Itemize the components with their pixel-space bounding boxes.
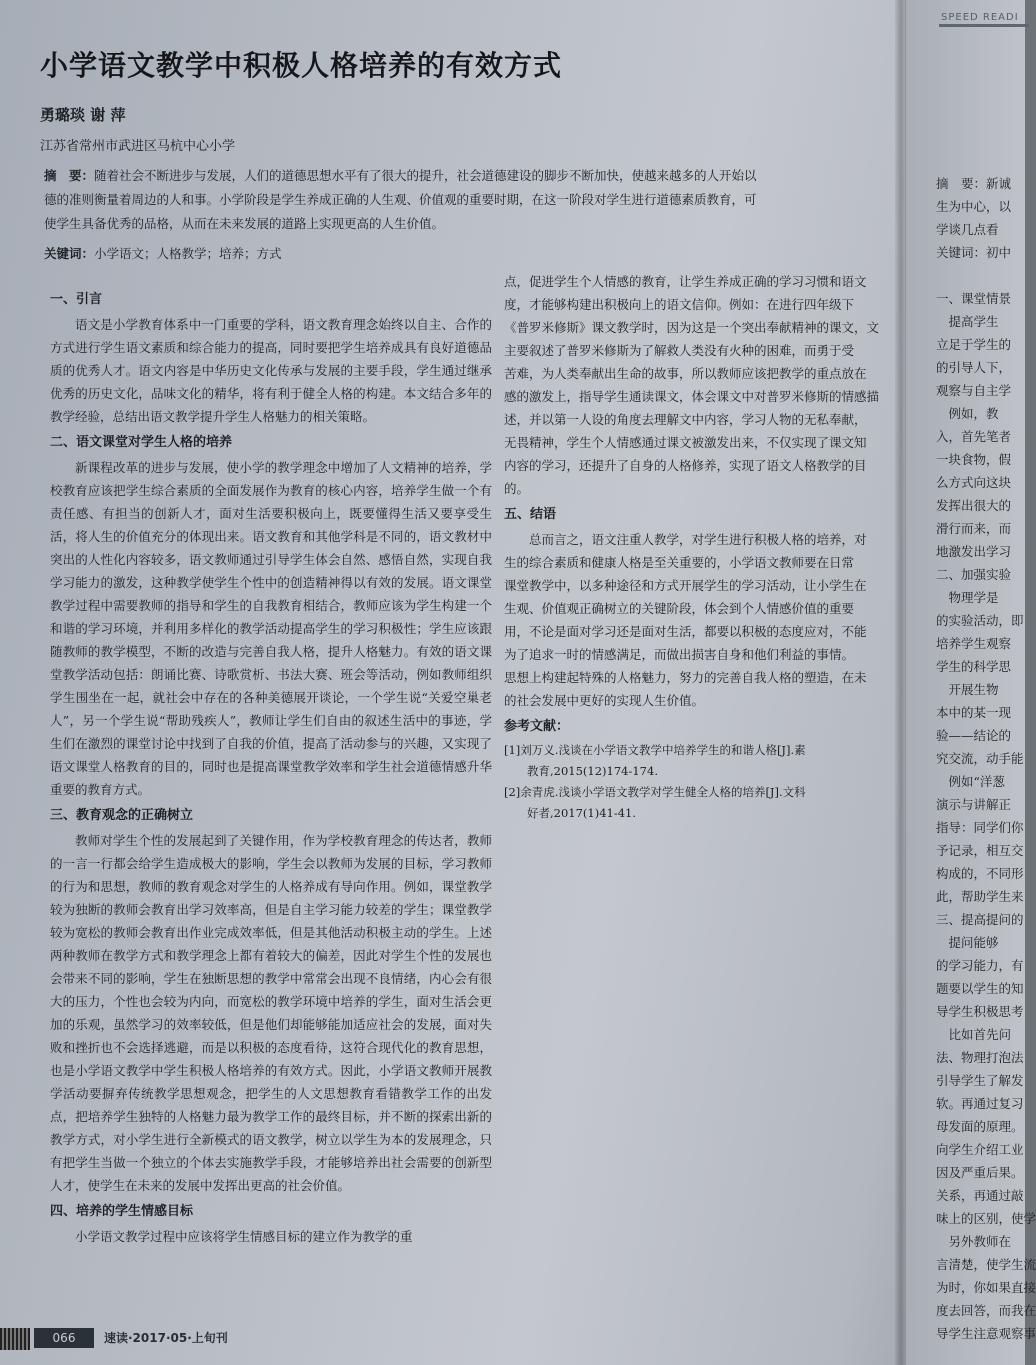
- right-page-line: 度去回答，而我在: [936, 1303, 1036, 1318]
- middle-column-line: 度，才能够构建出积极向上的语文信仰。例如：在进行四年级下: [504, 297, 855, 312]
- middle-column-heading: 参考文献：: [504, 719, 570, 734]
- right-page-line: 予记录，相互交: [936, 843, 1024, 858]
- middle-column-line: 的社会发展中更好的实现人生价值。: [504, 693, 705, 708]
- left-column-heading: 一、引言: [50, 292, 103, 307]
- right-page-line: 入，首先笔者: [936, 429, 1012, 444]
- right-page-line: 一块食物，假: [936, 452, 1012, 467]
- journal-footer: 速读·2017·05·上旬刊: [104, 1331, 228, 1345]
- reference-2-cont: 好者,2017(1)41-41.: [527, 806, 637, 820]
- left-column-paragraph: 小学语文教学过程中应该将学生情感目标的建立作为教学的重: [75, 1229, 413, 1244]
- right-page-line: 关系，再通过敲: [936, 1188, 1024, 1203]
- right-page-line: 另外教师在: [936, 1234, 1012, 1249]
- left-column-heading: 三、教育观念的正确树立: [50, 808, 194, 823]
- right-page-line: 法、物理打泡法: [936, 1050, 1024, 1065]
- middle-column-line: 思想上构建起特殊的人格魅力，努力的完善自我人格的塑造，在未: [504, 670, 867, 685]
- right-page-line: 生为中心，以: [936, 199, 1012, 214]
- right-page-line: 例如，教: [936, 406, 999, 421]
- right-page-line: 向学生介绍工业: [936, 1142, 1024, 1157]
- header-rule: [939, 24, 1029, 27]
- abstract-label: 摘 要：: [44, 168, 95, 183]
- reference-1: [1]刘万义.浅谈在小学语文教学中培养学生的和谐人格[J].素: [504, 743, 806, 757]
- middle-column-paragraph: 总而言之，语文注重人教学，对学生进行积极人格的培养，对: [529, 532, 867, 547]
- right-page-line: 发挥出很大的: [936, 498, 1012, 513]
- right-page-line: 导学生积极思考: [936, 1004, 1024, 1019]
- right-page-line: 学谈几点看: [936, 222, 999, 237]
- reference-2: [2]余青虎.浅谈小学语文教学对学生健全人格的培养[J].文科: [504, 785, 806, 799]
- right-page-line: 开展生物: [936, 682, 999, 697]
- right-page-line: 滑行而来，而: [936, 521, 1012, 536]
- article-title: 小学语文教学中积极人格培养的有效方式: [40, 49, 563, 82]
- right-page-line: 关键词：初中: [936, 245, 1012, 260]
- left-column-paragraph: 教师对学生个性的发展起到了关键作用，作为学校教育理念的传达者，教师的一言一行都会给学生造成极大的影响，学生会以教师为发展的目标，学习教师的行为和思想，教师的教育观念对学生的人格养成有导向作用。例如，课堂教学较为独断的教师会教育出学习效率高，但是自主学习能力较差的学生；课堂教学较为宽松的教师会教育出作业完成效率低，但是其他活动积极主动的学生。上述两种教师在教学方式和教学理念上都有着较大的偏差，因此对学生个性的发展也会带来不同的影响，学生在独断思想的教学中常常会出现不良情绪，内心会有很大的压力，个性也会较为内向，而宽松的教学环境中培养的学生，面对生活会更加的乐观，虽然学习的效率较低，但是他们却能够能加适应社会的发展，面对失败和挫折也不会选择逃避，而是以积极的态度看待，这符合现代化的教育思想，也是小学语文教学中学生积极人格培养的有效方式。因此，小学语文教师开展教学活动要摒弃传统教学思想观念，把学生的人文思想教育看错教学工作的出发点，把培养学生独特的人格魅力最为教学工作的最终目标，并不断的探索出新的教学方式，对小学生进行全新模式的语文教学，树立以学生为本的发展理念，只有把学生当做一个独立的个体去实施教学手段，才能够培养出社会需要的创新型人才，使学生在未来的发展中发挥出更高的社会价值。: [50, 833, 492, 1193]
- right-page-line: 软。再通过复习: [936, 1096, 1024, 1111]
- right-page-line: 物理学是: [936, 590, 999, 605]
- running-header: SPEED READI: [941, 12, 1019, 23]
- keywords-label: 关键词：: [44, 246, 95, 261]
- right-page-line: 地激发出学习: [936, 544, 1012, 559]
- middle-column-line: 点，促进学生个人情感的教育，让学生养成正确的学习习惯和语文: [504, 274, 867, 289]
- middle-column-body: [504, 270, 899, 738]
- right-page-line: 验——结论的: [936, 728, 1012, 743]
- right-page-text: [936, 172, 1036, 1345]
- right-page-line: 味上的区别，使学: [936, 1211, 1036, 1226]
- right-page-line: 母发面的原理。: [936, 1119, 1024, 1134]
- right-page-line: 提高学生: [936, 314, 999, 329]
- abstract-line-2: 德的准则衡量着周边的人和事。小学阶段是学生养成正确的人生观、价值观的重要时期，在这一阶段对学生进行道德素质教育，可: [44, 192, 757, 207]
- right-page-line: 比如首先问: [936, 1027, 1012, 1042]
- right-page-line: 究交流，动手能: [936, 751, 1024, 766]
- right-page-line: 二、加强实验: [936, 567, 1012, 582]
- middle-column-line: 内容的学习，还提升了自身的人格修养，实现了语文人格教学的目: [504, 458, 867, 473]
- right-page-line: 因及严重后果。: [936, 1165, 1024, 1180]
- right-page-line: 提问能够: [936, 935, 999, 950]
- article-authors: 勇璐琰 谢 萍: [40, 106, 126, 124]
- right-page-line: 学生的科学思: [936, 659, 1012, 674]
- middle-column-line: 生的综合素质和健康人格是至关重要的，小学语文教师要在日常: [504, 555, 855, 570]
- middle-column-line: 《普罗米修斯》课文教学时，因为这是一个突出奉献精神的课文，文: [504, 320, 880, 335]
- right-page-line: 构成的，不同形: [936, 866, 1024, 881]
- middle-column: [504, 270, 899, 824]
- right-page-line: 例如“洋葱: [936, 774, 1005, 789]
- middle-column-line: 述，并以第一人设的角度去理解文中内容，学习人物的无私奉献，: [504, 412, 867, 427]
- abstract-line-1: 摘 要：随着社会不断进步与发展，人们的道德思想水平有了很大的提升，社会道德建设的脚步不断加快，使越来越多的人开始以: [44, 168, 757, 183]
- middle-column-heading: 五、结语: [504, 507, 557, 522]
- references: [504, 740, 899, 824]
- middle-column-line: 苦难，为人类奉献出生命的故事，所以教师应该把教学的重点放在: [504, 366, 867, 381]
- left-column-heading: 四、培养的学生情感目标: [50, 1204, 194, 1219]
- right-page-line: 培养学生观察: [936, 636, 1012, 651]
- right-page-line: 观察与自主学: [936, 383, 1012, 398]
- right-page-line: 此，帮助学生来: [936, 889, 1024, 904]
- right-page-line: 立足于学生的: [936, 337, 1012, 352]
- reference-1-cont: 教育,2015(12)174-174.: [527, 764, 658, 778]
- right-page-line: 的引导人下，: [936, 360, 1012, 375]
- footer-barcode-strip: [0, 1328, 30, 1350]
- keywords: [44, 244, 282, 262]
- right-page-edge: [905, 0, 1036, 1365]
- right-page-line: 指导：同学们你: [936, 820, 1024, 835]
- page-number: 066: [34, 1328, 94, 1348]
- right-page-line: 摘 要：新诚: [936, 176, 1012, 191]
- right-page-line: 的学习能力，有: [936, 958, 1024, 973]
- right-page-line: 三、提高提问的: [936, 912, 1024, 927]
- right-page-line: 引导学生了解发: [936, 1073, 1024, 1088]
- left-column-heading: 二、语文课堂对学生人格的培养: [50, 435, 233, 450]
- right-page-line: 么方式向这块: [936, 475, 1012, 490]
- abstract: [44, 164, 894, 236]
- right-page-line: 一、课堂情景: [936, 291, 1012, 306]
- right-page-line: [936, 264, 1031, 287]
- right-page-line: 本中的某一现: [936, 705, 1012, 720]
- right-page-line: 的实验活动，即: [936, 613, 1024, 628]
- middle-column-line: 生观、价值观正确树立的关键阶段，体会到个人情感价值的重要: [504, 601, 855, 616]
- right-page-line: 题要以学生的知: [936, 981, 1024, 996]
- left-column: [50, 285, 492, 1248]
- author-affiliation: 江苏省常州市武进区马杭中心小学: [40, 139, 236, 154]
- left-column-paragraph: 语文是小学教育体系中一门重要的学科，语文教育理念始终以自主、合作的方式进行学生语文素质和综合能力的提高，同时要把学生培养成具有良好道德品质的优秀人才。语文内容是中华历史文化传承与发展的主要手段，学生通过继承优秀的历史文化，品味文化的精华，将有利于健全人格的构建。本文结合多年的教学经验，总结出语文教学提升学生人格魅力的相关策略。: [50, 317, 492, 424]
- right-page-line: 为时，你如果直接: [936, 1280, 1036, 1295]
- middle-column-line: 用，不论是面对学习还是面对生活，都要以积极的态度应对，不能: [504, 624, 867, 639]
- middle-column-line: 感的激发上，指导学生通读课文，体会课文中对普罗米修斯的情感描: [504, 389, 880, 404]
- middle-column-line: 为了追求一时的情感满足，而做出损害自身和他们利益的事情。: [504, 647, 855, 662]
- middle-column-line: 无畏精神，学生个人情感通过课文被激发出来，不仅实现了课文知: [504, 435, 867, 450]
- middle-column-line: 课堂教学中，以多种途径和方式开展学生的学习活动，让小学生在: [504, 578, 867, 593]
- left-column-paragraph: 新课程改革的进步与发展，使小学的教学理念中增加了人文精神的培养，学校教育应该把学生综合素质的全面发展作为教育的核心内容，培养学生做一个有责任感、有担当的创新人才，面对生活要积极向上，既要懂得生活又要享受生活，将人生的价值充分的体现出来。语文教育和其他学科是不同的，语文教材中突出的人性化内容较多，语文教师通过引导学生体会自然、感悟自然，实现自我学习能力的激发，这种教学使学生个性中的创造精神得以有效的发展。语文课堂教学过程中需要教师的指导和学生的自我教育相结合，教师应该为学生构建一个和谐的学习环境，并利用多样化的教学活动提高学生的学习积极性；学生应该跟随教师的教学模型，不断的改造与完善自我人格，提升人格魅力。有效的语文课堂教学活动包括：朗诵比赛、诗歌赏析、书法大赛、班会等活动，例如教师组织学生围坐在一起，就社会中存在的各种美德展开谈论，一个学生说“关爱空巢老人”，另一个学生说“帮助残疾人”，教师让学生们自由的叙述生活中的事迹，学生们在激烈的课堂讨论中找到了自我的价值，提高了活动参与的兴趣，又实现了语文课堂人格教育的目的，同时也是提高课堂教学效率和学生社会道德情感升华重要的教育方式。: [50, 460, 492, 797]
- right-page-line: 演示与讲解正: [936, 797, 1012, 812]
- right-page-line: 言清楚，使学生流: [936, 1257, 1036, 1272]
- right-page-line: 导学生注意观察事: [936, 1326, 1036, 1341]
- middle-column-line: 的。: [504, 481, 530, 496]
- abstract-line-3: 使学生具备优秀的品格，从而在未来发展的道路上实现更高的人生价值。: [44, 216, 445, 231]
- middle-column-line: 主要叙述了普罗米修斯为了解救人类没有火种的困难，而勇于受: [504, 343, 855, 358]
- keywords-text: 小学语文；人格教学；培养；方式: [94, 246, 282, 261]
